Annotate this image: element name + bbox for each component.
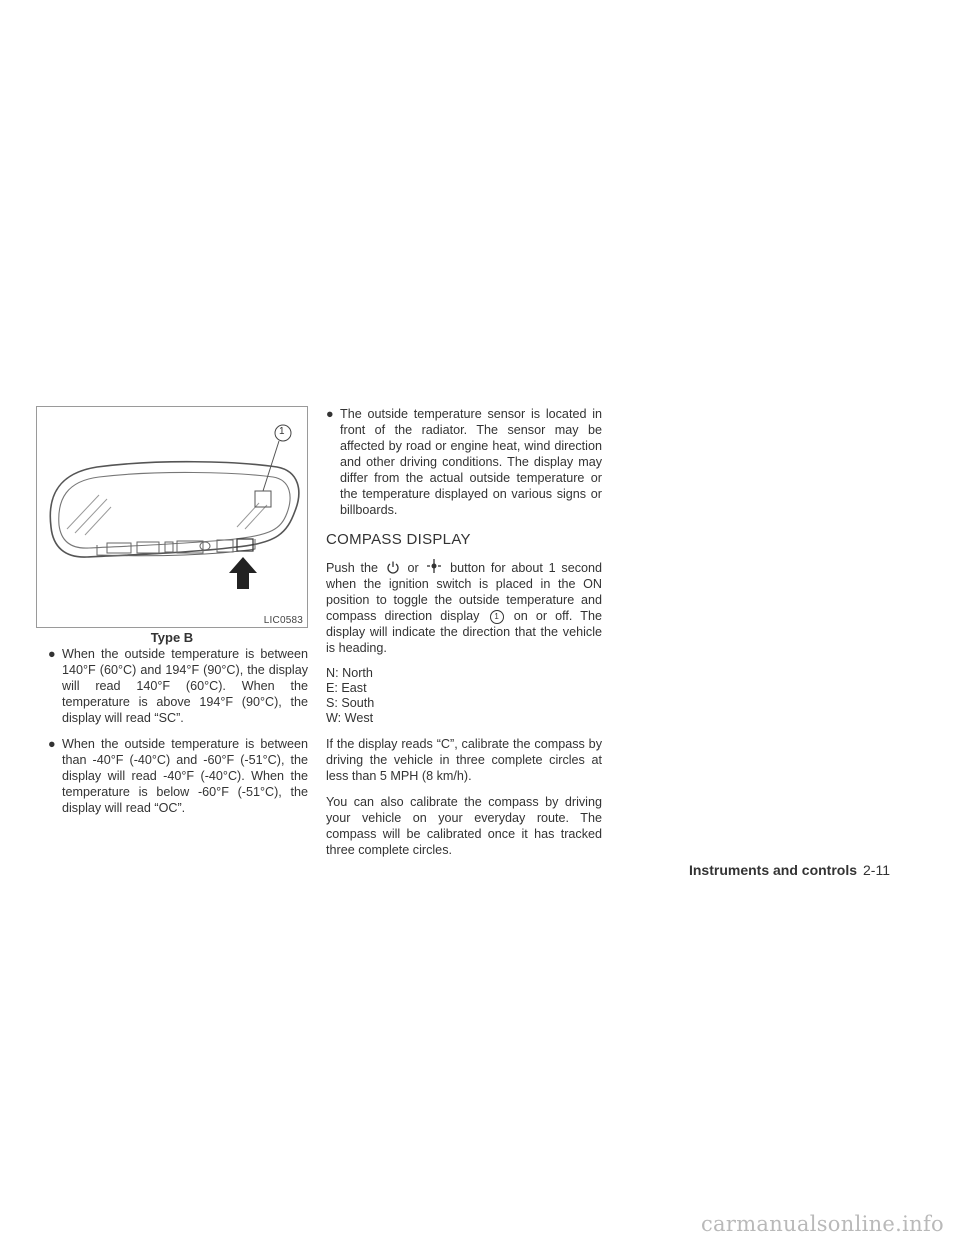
bullet-icon: ● <box>48 647 56 661</box>
bullet-text: The outside temperature sensor is located in front of the radiator. The sensor may be affected by road or engine heat, wind direction and other driving conditions. The display may differ from the actual outside temperature or the temperature displayed on various signs or billboards. <box>340 407 602 517</box>
push-text: Push the <box>326 561 378 575</box>
calibrate-route-paragraph: You can also calibrate the compass by driving your vehicle on your everyday route. The compass will be calibrated once it has tracked three complete circles. <box>326 795 602 857</box>
figure-caption: Type B <box>150 630 194 645</box>
push-button-paragraph <box>326 558 602 656</box>
compass-button-icon <box>426 558 442 574</box>
bullet-icon: ● <box>48 737 56 751</box>
calibrate-paragraph: If the display reads “C”, calibrate the compass by driving the vehicle in three complete circles at less than 5 MPH (8 km/h). <box>326 737 602 783</box>
direction-item: E: East <box>326 681 367 695</box>
right-column <box>326 406 602 868</box>
section-heading: COMPASS DISPLAY <box>326 531 471 548</box>
watermark-text: carmanualsonline.info <box>700 1212 944 1236</box>
bullet-icon: ● <box>326 407 334 421</box>
page-number: 2-11 <box>863 862 890 878</box>
push-text: on or off. The display will indicate the direction that the vehicle is heading. <box>326 609 602 655</box>
footer-section-title: Instruments and controls <box>688 862 858 878</box>
figure-code: LIC0583 <box>263 615 303 626</box>
direction-item: N: North <box>326 666 373 680</box>
bullet-item <box>48 646 308 726</box>
power-icon <box>386 560 400 574</box>
page-footer <box>689 862 890 878</box>
callout-number: 1 <box>279 426 285 437</box>
direction-item: S: South <box>326 696 375 710</box>
callout-circle-icon: 1 <box>490 610 504 624</box>
bullet-item <box>48 736 308 816</box>
or-text: or <box>407 561 419 575</box>
mirror-figure <box>36 406 308 628</box>
bullet-text: When the outside temperature is between than -40°F (-40°C) and -60°F (-51°C), the display will read -40°F (-40°C). When the temperature is below -60°F (-51°C), the display will read “OC”. <box>62 737 308 815</box>
direction-item: W: West <box>326 711 374 725</box>
rearview-mirror-illustration <box>37 407 309 629</box>
bullet-text: When the outside temperature is between 140°F (60°C) and 194°F (90°C), the display will read 140°F (60°C). When the temperature is above 194°F (90°C), the display will read “SC”. <box>62 647 308 725</box>
left-column <box>48 646 308 826</box>
bullet-item <box>326 406 602 518</box>
direction-list <box>326 666 602 726</box>
push-text: button for about 1 second when the ignition switch is placed in the ON position to toggle the outside temperature and compass direction display <box>326 561 603 623</box>
